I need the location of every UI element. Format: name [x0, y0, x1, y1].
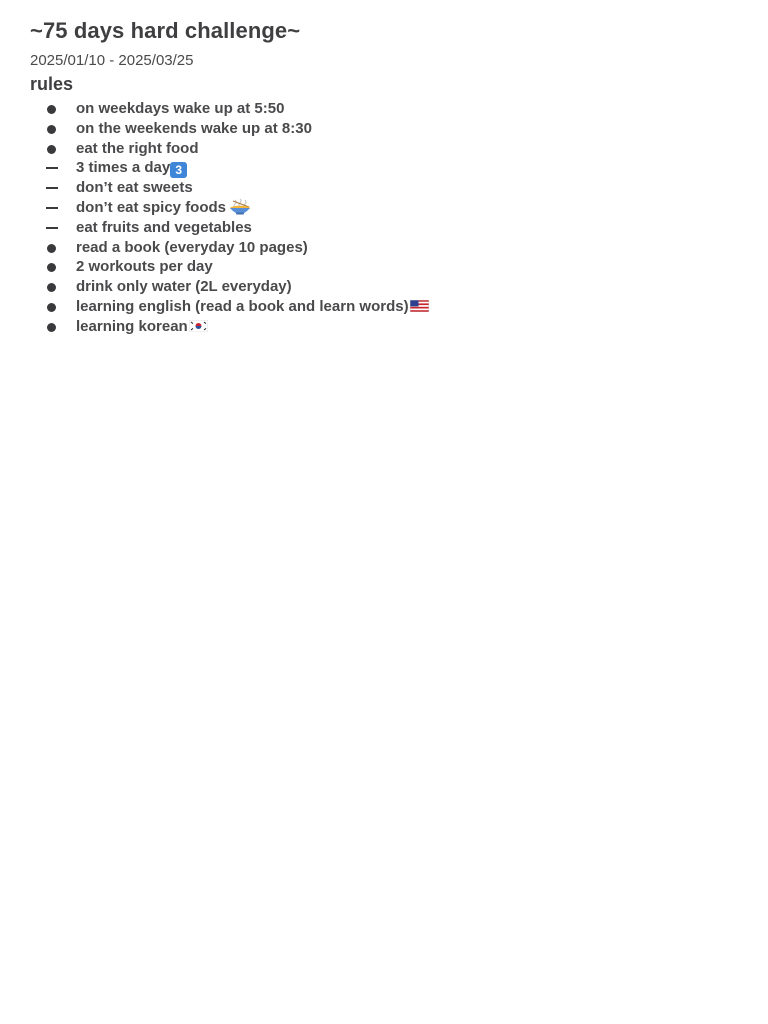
- page-title: ~75 days hard challenge~: [30, 18, 301, 43]
- rule-text-wrap: [76, 317, 208, 337]
- rule-text-wrap: [76, 158, 187, 178]
- rule-text: drink only water (2L everyday): [76, 278, 292, 296]
- bullet-marker: [46, 99, 58, 119]
- rule-text: on the weekends wake up at 8:30: [76, 119, 312, 137]
- rule-text: read a book (everyday 10 pages): [76, 238, 308, 256]
- keycap-3-icon: 3: [170, 162, 187, 178]
- rule-text: eat fruits and vegetables: [76, 218, 252, 236]
- us-flag-icon: [410, 300, 429, 312]
- bullet-marker: [46, 297, 58, 317]
- bullet-marker: [46, 257, 58, 277]
- noodle-bowl-icon: [229, 198, 251, 215]
- dash-marker: [46, 198, 58, 218]
- dash-marker: [46, 178, 58, 198]
- bullet-marker: [46, 317, 58, 337]
- dash-marker: [46, 158, 58, 178]
- rule-text: eat the right food: [76, 139, 199, 157]
- rule-text: learning korean: [76, 317, 188, 335]
- rules-heading: rules: [30, 74, 74, 94]
- dash-marker: [46, 218, 58, 238]
- korea-flag-icon: [189, 320, 208, 332]
- rule-text-wrap: [76, 297, 429, 317]
- rule-text: don’t eat sweets: [76, 179, 193, 197]
- rule-text: 3 times a day: [76, 159, 171, 177]
- rule-text: learning english (read a book and learn words): [76, 297, 409, 315]
- date-range: 2025/01/10 - 2025/03/25: [30, 52, 194, 69]
- rule-text: don’t eat spicy foods: [76, 198, 227, 216]
- bullet-marker: [46, 238, 58, 258]
- bullet-marker: [46, 277, 58, 297]
- bullet-marker: [46, 119, 58, 139]
- bullet-marker: [46, 139, 58, 159]
- rule-text: on weekdays wake up at 5:50: [76, 100, 285, 117]
- rule-text: 2 workouts per day: [76, 258, 213, 276]
- rule-text-wrap: [76, 198, 251, 218]
